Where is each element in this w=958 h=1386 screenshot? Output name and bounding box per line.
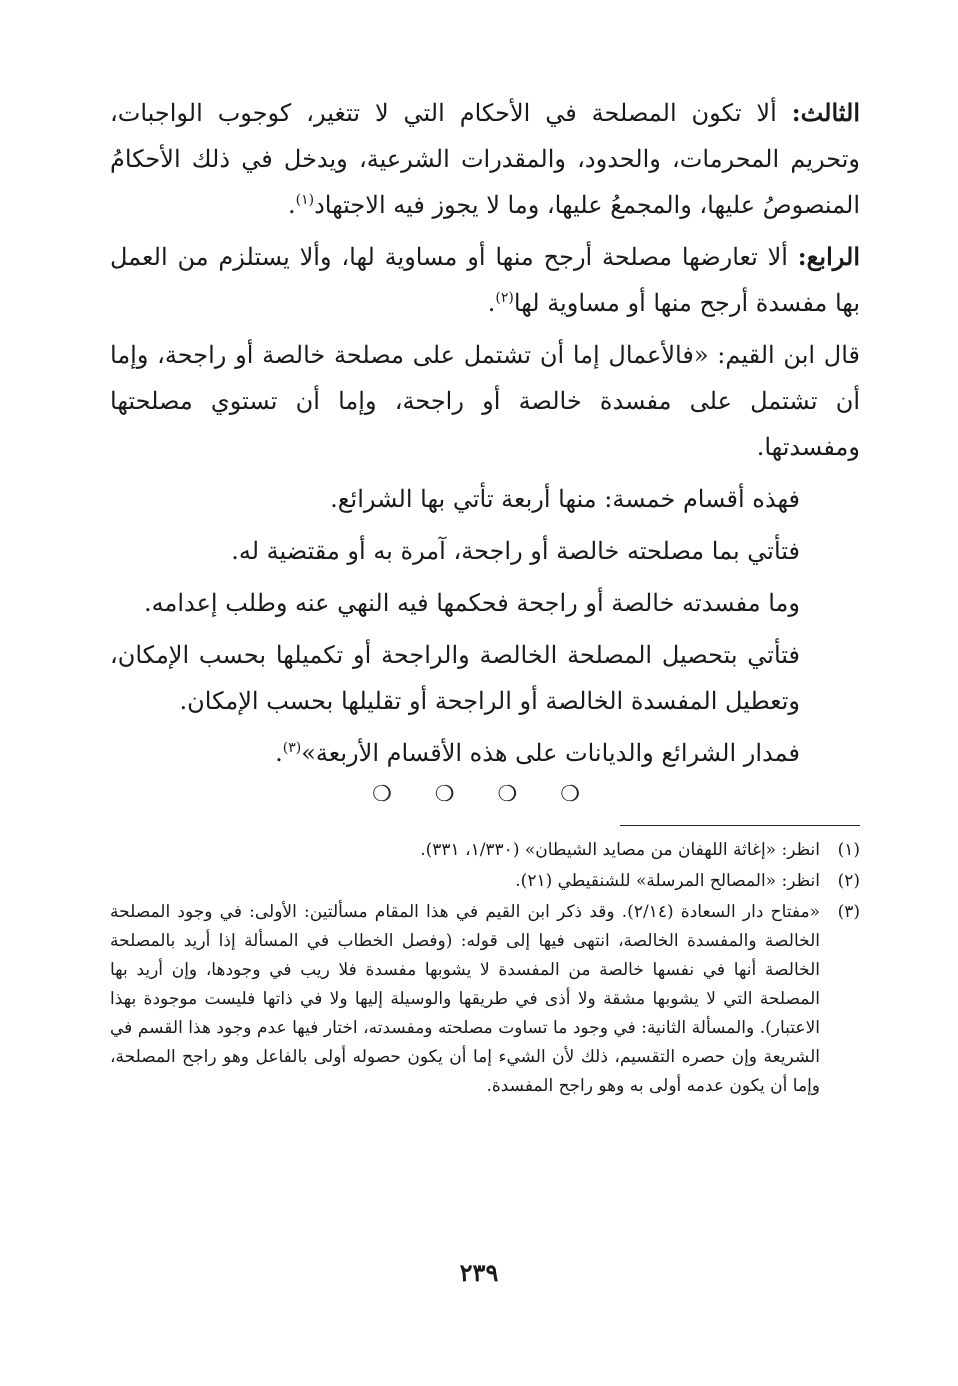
paragraph-text: فمدار الشرائع والديانات على هذه الأقسام الأربعة» [301, 739, 800, 767]
footnote-ref-2[interactable]: (٢) [495, 290, 514, 306]
paragraph-text: فتأتي بتحصيل المصلحة الخالصة والراجحة أو تكميلها بحسب الإمكان، وتعطيل المفسدة الخالصة أو الراجحة أو تقليلها بحسب الإمكان. [110, 641, 800, 715]
quote-paragraph-benefit: فتأتي بما مصلحته خالصة أو راجحة، آمرة به أو مقتضية له. [231, 537, 800, 565]
footnote-item [110, 836, 860, 865]
paragraph-text: ألا تعارضها مصلحة أرجح منها أو مساوية لها، وألا يستلزم من العمل بها مفسدة أرجح منها أو مساوية لها [110, 243, 860, 317]
footnote-ref-1[interactable]: (١) [295, 192, 315, 208]
quote-paragraph-conclusion [110, 730, 860, 776]
footnote-item [110, 898, 860, 1101]
heading-fourth: الرابع: [797, 242, 860, 271]
footnote-text: «مفتاح دار السعادة (٢/١٤). وقد ذكر ابن القيم في هذا المقام مسألتين: الأولى: في وجود المصلحة الخالصة والمفسدة الخالصة، انتهى فيها إلى قوله: (وفصل الخطاب في المسألة إذا أريد بالمصلحة الخالصة أنها في نفسها خالصة من المفسدة لا يشوبها مفسدة فلا ريب في وجودها، وإن أريد بها المصلحة التي لا يشوبها مشقة ولا أذى في طريقها والوسيلة إليها ولا في ذاتها فليست موجودة بهذا الاعتبار). والمسألة الثانية: في وجود ما تساوت مصلحته ومفسدته، اختار فيها عدم وجود هذا القسم في الشريعة وإن حصره التقسيم، ذلك لأن الشيء إما أن يكون حصوله أولى بالفاعل وهو راجح المصلحة، وإما أن يكون عدمه أولى به وهو راجح المفسدة. [110, 902, 820, 1096]
section-ornament: ❍ ❍ ❍ ❍ [372, 782, 598, 807]
heading-third: الثالث: [791, 98, 860, 127]
quote-paragraph-harm: وما مفسدته خالصة أو راجحة فحكمها فيه النهي عنه وطلب إعدامه. [143, 589, 800, 617]
footnote-item [110, 867, 860, 896]
paragraph-text: ألا تكون المصلحة في الأحكام التي لا تتغير، كوجوب الواجبات، وتحريم المحرمات، والحدود، والمقدرات الشرعية، ويدخل في ذلك الأحكامُ المنصوصُ عليها، والمجمعُ عليها، وما لا يجوز فيه الاجتهاد [110, 99, 860, 219]
paragraph-end-mark: . [487, 289, 496, 317]
footnotes [110, 836, 860, 1101]
page-body [110, 90, 860, 1103]
footnote-text: انظر: «إغاثة اللهفان من مصايد الشيطان» (١/٣٣٠، ٣٣١). [420, 840, 820, 860]
footnote-separator [620, 825, 860, 826]
footnote-number: (١) [837, 840, 860, 860]
quote-paragraph-categories: فهذه أقسام خمسة: منها أربعة تأتي بها الشرائع. [330, 485, 800, 513]
paragraph-third-condition [110, 90, 860, 228]
page-number: ٢٣٩ [459, 1258, 499, 1287]
paragraph-end-mark: . [288, 191, 296, 219]
footnote-number: (٣) [837, 902, 860, 922]
footnote-text: انظر: «المصالح المرسلة» للشنقيطي (٢١). [515, 871, 820, 891]
quote-intro-paragraph: قال ابن القيم: «فالأعمال إما أن تشتمل على مصلحة خالصة أو راجحة، وإما أن تشتمل على مفسدة خالصة أو راجحة، وإما أن تستوي مصلحتها ومفسدتها. [110, 341, 860, 461]
paragraph-fourth-condition [110, 234, 860, 326]
footnote-number: (٢) [837, 871, 860, 891]
footnote-ref-3[interactable]: (٣) [282, 740, 302, 756]
quote-paragraph-achieve [110, 632, 860, 724]
paragraph-end-mark: . [275, 739, 283, 767]
